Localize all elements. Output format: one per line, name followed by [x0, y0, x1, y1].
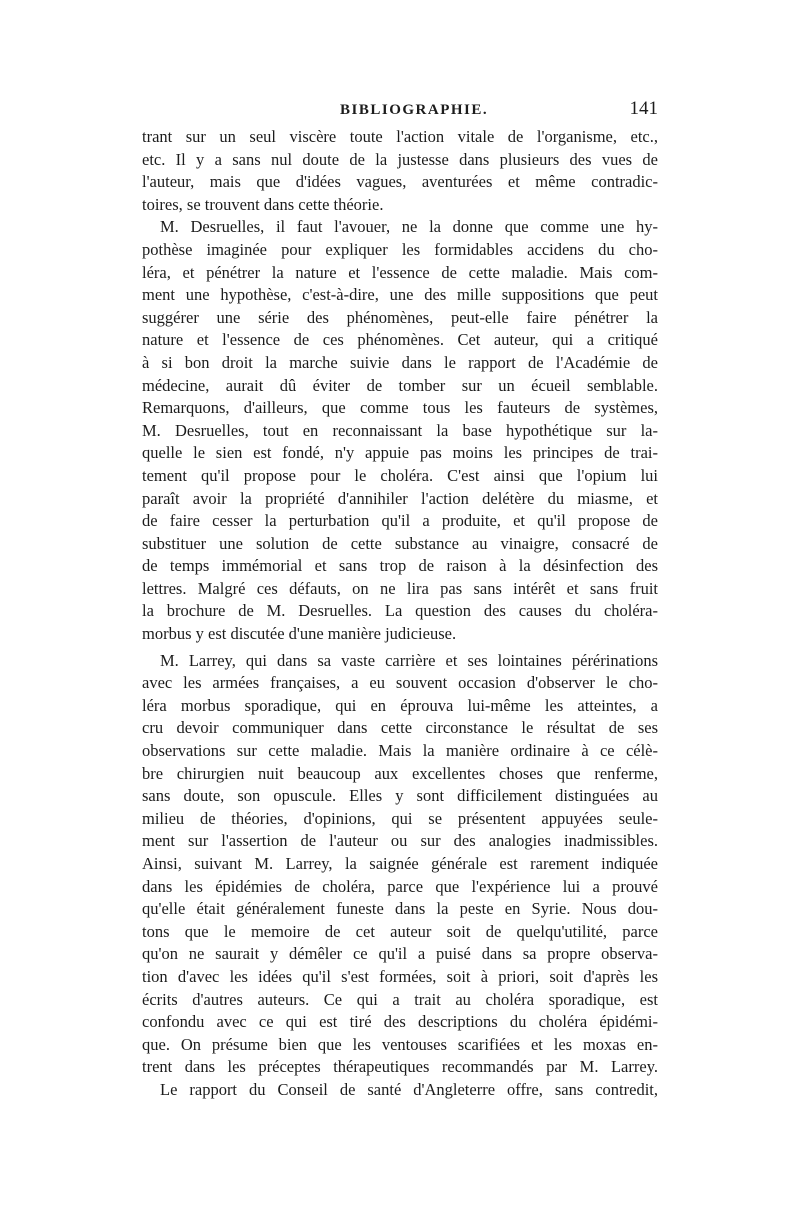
text-line: Le rapport du Conseil de santé d'Angleterre offre, sans contredit, — [160, 1079, 658, 1099]
text-line: substituer une solution de cette substance au vinaigre, consacré de — [142, 533, 658, 553]
text-line: nature et l'essence de ces phénomènes. Cet auteur, qui a critiqué — [142, 330, 658, 350]
text-line: quelle le sien est fondé, n'y appuie pas moins les principes de trai- — [142, 443, 658, 463]
text-line: cru devoir communiquer dans cette circonstance le résultat de ses — [142, 718, 658, 738]
page-number: 141 — [629, 98, 658, 119]
page-header — [140, 98, 660, 126]
text-line: qu'elle était généralement funeste dans la peste en Syrie. Nous dou- — [142, 899, 658, 919]
body-text — [142, 126, 658, 1102]
text-line: milieu de théories, d'opinions, qui se présentent appuyées seule- — [142, 808, 658, 828]
text-line: suggérer une série des phénomènes, peut-elle faire pénétrer la — [142, 307, 658, 327]
text-line: toires, se trouvent dans cette théorie. — [142, 194, 384, 214]
text-line: ment une hypothèse, c'est-à-dire, une des mille suppositions que peut — [142, 285, 658, 305]
text-line: que. On présume bien que les ventouses scarifiées et les moxas en- — [142, 1034, 658, 1054]
text-line: M. Desruelles, tout en reconnaissant la base hypothétique sur la- — [142, 420, 658, 440]
text-line: M. Larrey, qui dans sa vaste carrière et ses lointaines pérérinations — [160, 650, 658, 670]
text-line: avec les armées françaises, a eu souvent occasion d'observer le cho- — [142, 673, 658, 693]
running-head: BIBLIOGRAPHIE. — [340, 102, 489, 118]
text-line: la brochure de M. Desruelles. La question des causes du choléra- — [142, 601, 658, 621]
text-line: pothèse imaginée pour expliquer les formidables accidens du cho- — [142, 239, 658, 259]
text-line: ment sur l'assertion de l'auteur ou sur des analogies inadmissibles. — [142, 831, 658, 851]
text-line: sans doute, son opuscule. Elles y sont difficilement distinguées au — [142, 786, 658, 806]
text-line: trent dans les préceptes thérapeutiques recommandés par M. Larrey. — [142, 1057, 658, 1077]
text-line: léra, et pénétrer la nature et l'essence de cette maladie. Mais com- — [142, 262, 658, 282]
text-line: morbus y est discutée d'une manière judicieuse. — [142, 624, 457, 644]
text-line: léra morbus sporadique, qui en éprouva lui-même les atteintes, a — [142, 695, 658, 715]
text-line: trant sur un seul viscère toute l'action vitale de l'organisme, etc., — [142, 127, 658, 146]
text-line: observations sur cette maladie. Mais la manière ordinaire à ce célè- — [142, 741, 658, 761]
text-line: médecine, aurait dû éviter de tomber sur un écueil semblable. — [142, 375, 658, 395]
text-line: tons que le memoire de cet auteur soit de quelqu'utilité, parce — [142, 921, 658, 941]
text-line: l'auteur, mais que d'idées vagues, aventurées et même contradic- — [142, 172, 658, 192]
text-line: de temps immémorial et sans trop de raison à la désinfection des — [142, 556, 658, 576]
text-line: dans les épidémies de choléra, parce que l'expérience lui a prouvé — [142, 876, 658, 896]
text-line: etc. Il y a sans nul doute de la justesse dans plusieurs des vues de — [142, 149, 658, 169]
text-line: tion d'avec les idées qu'il s'est formées, soit à priori, soit d'après les — [142, 966, 658, 986]
text-line: à si bon droit la marche suivie dans le rapport de l'Académie de — [142, 352, 658, 372]
text-line: lettres. Malgré ces défauts, on ne lira pas sans intérêt et sans fruit — [142, 578, 658, 598]
text-line: confondu avec ce qui est tiré des descriptions du choléra épidémi- — [142, 1012, 658, 1032]
text-line: qu'on ne saurait y démêler ce qu'il a puisé dans sa propre observa- — [142, 944, 658, 964]
text-line: de faire cesser la perturbation qu'il a produite, et qu'il propose de — [142, 511, 658, 531]
text-line: bre chirurgien nuit beaucoup aux excellentes choses que renferme, — [142, 763, 658, 783]
text-line: Ainsi, suivant M. Larrey, la saignée générale est rarement indiquée — [142, 854, 658, 873]
text-line: écrits d'autres auteurs. Ce qui a trait au choléra sporadique, est — [142, 989, 658, 1009]
text-line: tement qu'il propose pour le choléra. C'est ainsi que l'opium lui — [142, 465, 658, 485]
text-line: M. Desruelles, il faut l'avouer, ne la donne que comme une hy- — [160, 217, 658, 237]
text-line: Remarquons, d'ailleurs, que comme tous les fauteurs de systèmes, — [142, 398, 658, 418]
text-line: paraît avoir la propriété d'annihiler l'action delétère du miasme, et — [142, 488, 658, 508]
